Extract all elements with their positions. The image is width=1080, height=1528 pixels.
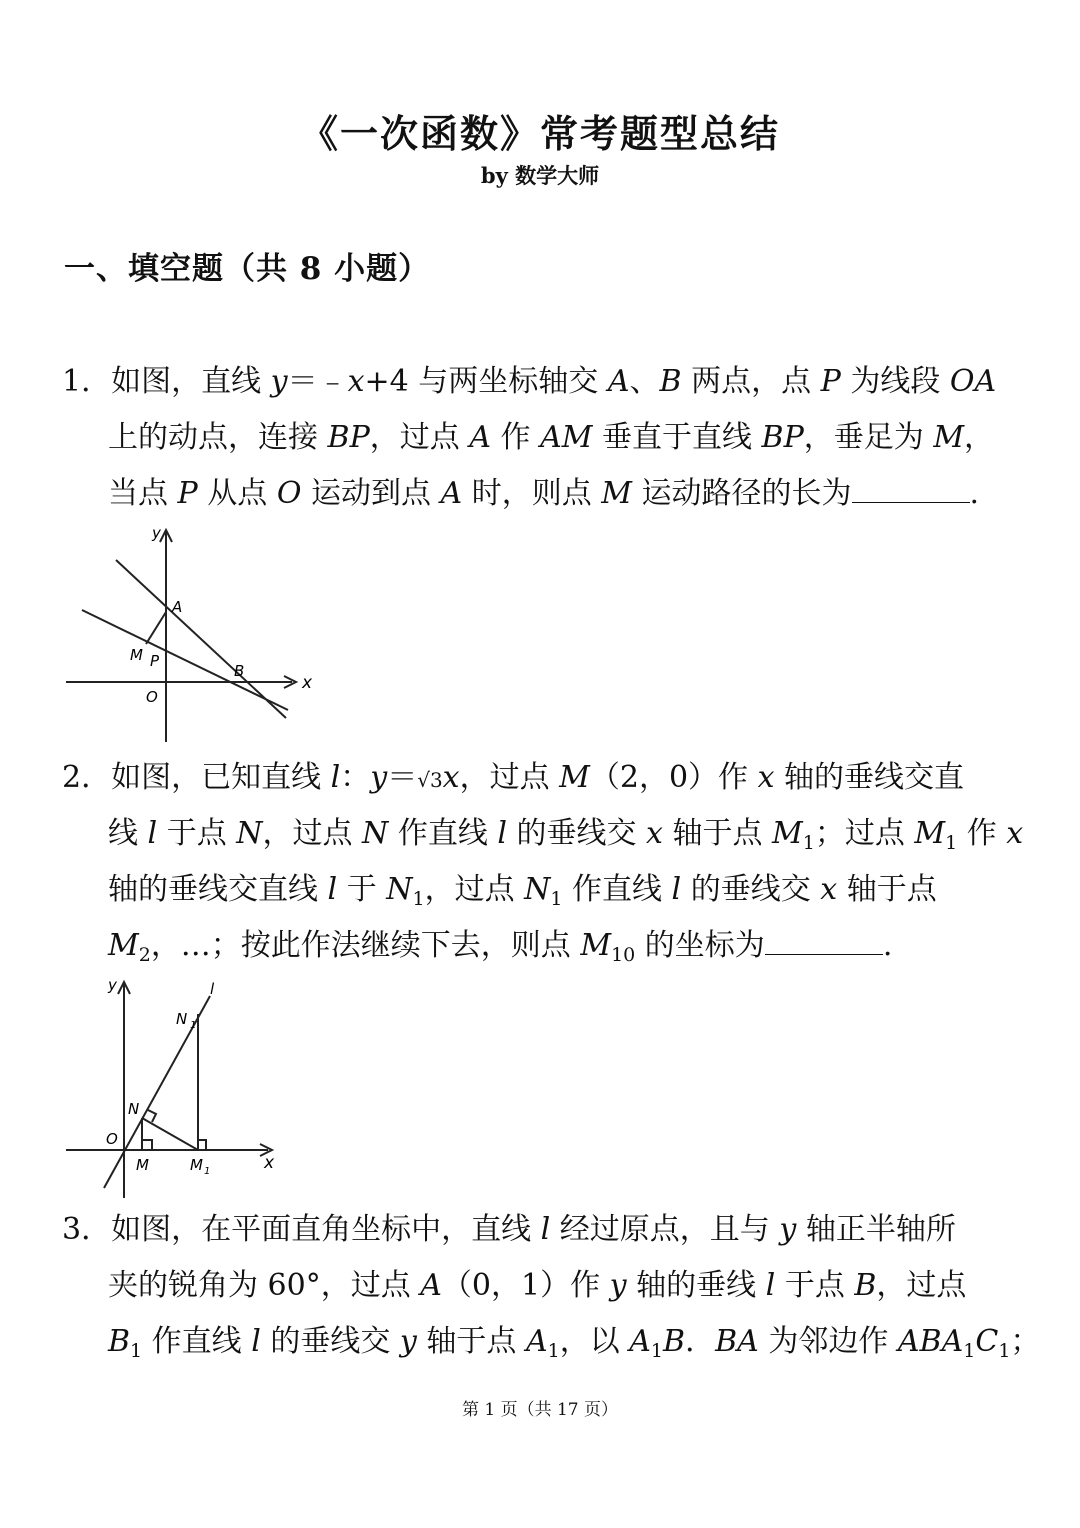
fig2-label-x: x	[264, 1153, 275, 1173]
problem-3-line-2: 夹的锐角为 60°，过点 A（0，1）作 y 轴的垂线 l 于点 B，过点	[108, 1268, 967, 1303]
figure-1	[60, 520, 320, 748]
problem-2-line-2: 线 l 于点 N，过点 N 作直线 l 的垂线交 x 轴于点 $M_1$；过点 $M_1$ 作 x	[108, 816, 1024, 854]
problem-1-line-2: 上的动点，连接 BP，过点 A 作 AM 垂直于直线 BP，垂足为 M，	[108, 420, 995, 455]
problem-2-line-4: $M_2$，…；按此作法继续下去，则点 $M_{10}$ 的坐标为 .	[62, 918, 1022, 974]
problem-3-line-1: 3．如图，在平面直角坐标中，直线 l 经过原点，且与 y 轴正半轴所	[62, 1212, 956, 1247]
answer-blank-1[interactable]	[852, 468, 970, 503]
answer-blank-2[interactable]	[765, 920, 883, 955]
fig1-label-p: P	[150, 652, 160, 670]
fig1-label-a: A	[172, 598, 183, 616]
problem-3-line-3: $B_1$ 作直线 l 的垂线交 y 轴于点 $A_1$，以 $A_1B$．BA 为邻边作 $ABA_1C_1$；	[108, 1324, 1041, 1362]
fig2-label-l: l	[210, 980, 215, 998]
document-title: 《一次函数》常考题型总结	[299, 111, 780, 156]
figure-2	[60, 970, 290, 1202]
problem-3	[62, 1202, 1041, 1370]
problem-1-line-1: 1．如图，直线 y＝﹣x+4 与两坐标轴交 A、B 两点，点 P 为线段 OA	[62, 364, 997, 399]
fig2-label-y: y	[108, 976, 117, 994]
fig2-label-n: N	[128, 1100, 140, 1118]
problem-1-line-3: 当点 P 从点 O 运动到点 A 时，则点 M 运动路径的长为 .	[62, 466, 1022, 522]
segment-am	[146, 612, 166, 644]
fig1-label-y: y	[152, 524, 161, 542]
fig1-label-x: x	[302, 673, 313, 693]
right-angle-n	[148, 1110, 156, 1122]
problem-1	[62, 354, 1022, 522]
right-angle-m	[142, 1140, 152, 1150]
problem-2-line-3: 轴的垂线交直线 l 于 $N_1$，过点 $N_1$ 作直线 l 的垂线交 x 轴于点	[108, 872, 937, 910]
fig2-label-m: M	[136, 1156, 149, 1174]
fig2-label-o: O	[106, 1130, 118, 1148]
fig2-label-m1: M	[190, 1156, 203, 1174]
fig2-label-n1-sub: 1	[190, 1020, 197, 1031]
fig1-label-m: M	[130, 646, 143, 664]
fig2-label-m1-sub: 1	[204, 1166, 211, 1177]
section-heading: 一、填空题（共 8 小题）	[64, 251, 431, 287]
fig2-label-n1: N	[176, 1010, 188, 1028]
page-footer: 第 1 页（共 17 页）	[461, 1400, 619, 1420]
fig1-label-o: O	[146, 688, 158, 706]
problem-2-line-1: 2．如图，已知直线 l：y＝√3x，过点 M（2，0）作 x 轴的垂线交直	[62, 760, 965, 795]
problem-2	[62, 750, 1022, 974]
fig1-label-b: B	[234, 662, 245, 680]
right-angle-m1	[198, 1140, 206, 1150]
segment-nm1	[142, 1118, 198, 1150]
document-author: by 数学大师	[480, 163, 600, 188]
